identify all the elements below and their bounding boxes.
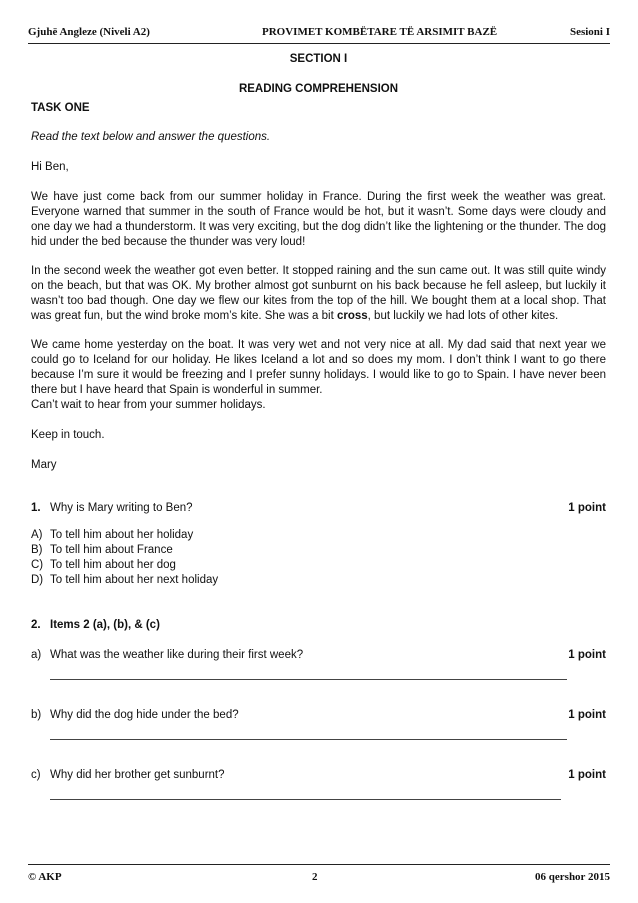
option-text: To tell him about France (50, 544, 173, 556)
letter-p2-bold-word: cross (336, 310, 368, 322)
footer-page-number: 2 (312, 871, 318, 883)
question-2c-stem (31, 768, 606, 783)
question-2c (31, 768, 606, 783)
letter-signature: Mary (31, 459, 57, 471)
section-title: SECTION I (289, 53, 348, 65)
letter-paragraph-2 (31, 264, 606, 324)
letter-paragraph-1: We have just come back from our summer holiday in France. During the first week the weather was great. Everyone warned that summer in the south of France would be hot, but it wasn’t. Some days were cloudy and one day we had a thunderstorm. It was very exciting, but the dog didn’t like the lightening or the thunder. The dog hid under the bed because the thunder was very loud! (31, 191, 606, 248)
instruction-text: Read the text below and answer the questions. (31, 131, 271, 143)
question-1 (31, 501, 606, 516)
letter-greeting: Hi Ben, (31, 161, 69, 173)
page-header (28, 26, 610, 42)
item-key: a) (31, 649, 42, 661)
option-key: B) (31, 544, 43, 556)
header-divider (28, 43, 610, 44)
letter-paragraph-3: We came home yesterday on the boat. It was very wet and not very nice at all. My dad said that next year we could go to Iceland for our holiday. He likes Iceland a lot and so does my mom. I don’t think I want to go there because I’m sure it would be freezing and I prefer sunny holidays. I would like to go to Spain. I have never been there but I have heard that Spain is wonderful in summer. (31, 339, 606, 396)
letter-closing: Keep in touch. (31, 429, 105, 441)
footer-divider (28, 864, 610, 865)
option-c[interactable] (31, 558, 606, 573)
question-2b-points: 1 point (568, 709, 606, 721)
task-title: TASK ONE (31, 102, 90, 114)
header-session: Sesioni I (569, 26, 610, 38)
item-text: What was the weather like during their first week? (50, 649, 304, 661)
question-2b (31, 708, 606, 723)
item-text: Why did the dog hide under the bed? (50, 709, 239, 721)
question-2-number: 2. (31, 619, 41, 631)
option-text: To tell him about her next holiday (50, 574, 219, 586)
item-text: Why did her brother get sunburnt? (50, 769, 225, 781)
question-2a (31, 648, 606, 663)
question-2b-stem (31, 708, 606, 723)
letter-paragraph-3-last: Can’t wait to hear from your summer holidays. (31, 399, 266, 411)
page-footer (28, 871, 610, 887)
option-text: To tell him about her holiday (50, 529, 194, 541)
footer-publisher: © AKP (28, 871, 62, 883)
question-1-number: 1. (31, 502, 41, 514)
question-1-stem (31, 501, 606, 516)
question-1-points: 1 point (568, 502, 606, 514)
answer-line-2c[interactable] (50, 798, 561, 800)
question-2-title: Items 2 (a), (b), & (c) (50, 619, 160, 631)
item-key: b) (31, 709, 42, 721)
question-2a-points: 1 point (568, 649, 606, 661)
header-subject: Gjuhë Angleze (Niveli A2) (28, 26, 150, 38)
letter-p2-text: In the second week the weather got even better. It stopped raining and the sun came out. It was still quite windy on the beach, but that was OK. My brother almost got sunburnt on his back because he fell asleep, but luckily it wasn’t too bad though. One day we flew our kites from the top of the hill. We bought them at a local shop. That was great fun, but the wind broke mom’s kite. She was a bit (31, 265, 606, 322)
option-key: D) (31, 574, 44, 586)
option-key: A) (31, 529, 43, 541)
question-1-options (31, 528, 606, 588)
question-2-heading (31, 618, 606, 633)
option-d[interactable] (31, 573, 606, 588)
question-2c-points: 1 point (568, 769, 606, 781)
option-key: C) (31, 559, 44, 571)
footer-date: 06 qershor 2015 (535, 871, 610, 883)
section-subtitle: READING COMPREHENSION (238, 83, 399, 95)
page-body (31, 52, 606, 800)
option-a[interactable] (31, 528, 606, 543)
item-key: c) (31, 769, 41, 781)
question-1-text: Why is Mary writing to Ben? (50, 502, 193, 514)
answer-line-2a[interactable] (50, 678, 567, 680)
question-2a-stem (31, 648, 606, 663)
option-text: To tell him about her dog (50, 559, 176, 571)
answer-line-2b[interactable] (50, 738, 567, 740)
header-exam-title: PROVIMET KOMBËTARE TË ARSIMIT BAZË (262, 26, 498, 38)
letter-p2-tail: , but luckily we had lots of other kites. (367, 310, 559, 322)
option-b[interactable] (31, 543, 606, 558)
